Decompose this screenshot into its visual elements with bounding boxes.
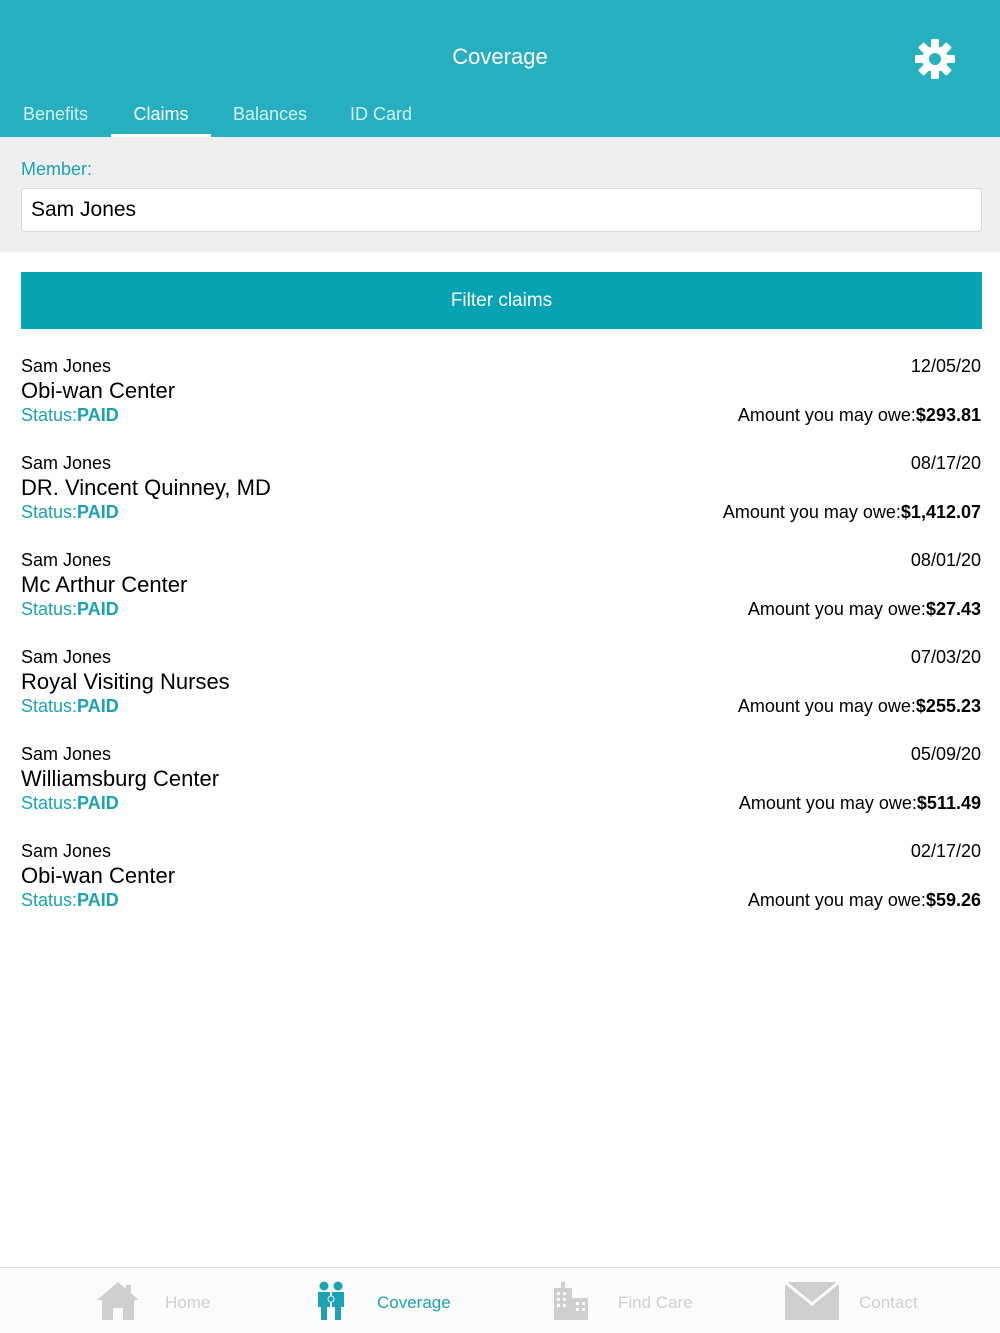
tab-balances[interactable]: Balances [232, 104, 308, 124]
claim-status: Status:PAID [21, 890, 119, 910]
nav-find-care-label: Find Care [618, 1293, 693, 1312]
page-title: Coverage [452, 44, 548, 69]
tab-claims[interactable]: Claims [111, 92, 211, 137]
claim-amount-owed: Amount you may owe:$59.26 [747, 890, 981, 910]
nav-contact[interactable] [784, 1268, 944, 1333]
claim-status: Status:PAID [21, 696, 119, 716]
claim-member: Sam Jones [21, 744, 112, 764]
claim-provider: Royal Visiting Nurses [21, 669, 230, 694]
claim-provider: Obi-wan Center [21, 378, 176, 403]
nav-home[interactable] [95, 1268, 235, 1333]
claim-row[interactable] [0, 352, 1000, 449]
claim-provider: DR. Vincent Quinney, MD [21, 475, 271, 500]
nav-home-label: Home [165, 1293, 211, 1312]
claim-amount-owed: Amount you may owe:$1,412.07 [722, 502, 981, 522]
claim-date: 05/09/20 [910, 744, 981, 764]
claim-member: Sam Jones [21, 550, 112, 570]
claim-member: Sam Jones [21, 841, 112, 861]
top-header [0, 0, 1000, 137]
claim-amount-owed: Amount you may owe:$511.49 [738, 793, 981, 813]
claim-amount-owed: Amount you may owe:$293.81 [737, 405, 981, 425]
claim-member: Sam Jones [21, 647, 112, 667]
claim-status: Status:PAID [21, 502, 119, 522]
claim-date: 08/17/20 [910, 453, 981, 473]
claim-provider: Williamsburg Center [21, 766, 220, 791]
claim-status: Status:PAID [21, 599, 119, 619]
claim-status: Status:PAID [21, 793, 119, 813]
claim-status: Status:PAID [21, 405, 119, 425]
member-panel [0, 137, 1000, 252]
claim-row[interactable] [0, 643, 1000, 740]
member-label: Member: [21, 159, 93, 179]
tab-benefits[interactable]: Benefits [22, 104, 89, 124]
claim-date: 02/17/20 [910, 841, 981, 861]
home-icon [95, 1280, 141, 1322]
claim-amount-owed: Amount you may owe:$255.23 [737, 696, 981, 716]
claim-row[interactable] [0, 449, 1000, 546]
nav-contact-label: Contact [859, 1293, 918, 1312]
claim-row[interactable] [0, 546, 1000, 643]
member-select[interactable]: Sam Jones [21, 188, 982, 232]
claim-provider: Mc Arthur Center [21, 572, 188, 597]
claim-date: 08/01/20 [910, 550, 981, 570]
claim-row[interactable] [0, 740, 1000, 837]
nav-coverage[interactable] [312, 1268, 472, 1333]
claims-list [0, 352, 1000, 934]
tab-id-card[interactable]: ID Card [349, 104, 412, 124]
nav-find-care[interactable] [550, 1268, 710, 1333]
claim-date: 07/03/20 [910, 647, 981, 667]
coverage-tabs [0, 92, 1000, 137]
gear-icon[interactable] [913, 37, 957, 81]
claim-member: Sam Jones [21, 356, 112, 376]
filter-claims-button[interactable]: Filter claims [21, 272, 982, 329]
envelope-icon [784, 1280, 840, 1322]
family-icon [314, 1280, 348, 1322]
building-icon [550, 1280, 590, 1322]
claim-date: 12/05/20 [910, 356, 981, 376]
claim-member: Sam Jones [21, 453, 112, 473]
nav-coverage-label: Coverage [377, 1293, 451, 1312]
bottom-nav [0, 1267, 1000, 1333]
claim-provider: Obi-wan Center [21, 863, 176, 888]
claim-row[interactable] [0, 837, 1000, 934]
claim-amount-owed: Amount you may owe:$27.43 [747, 599, 981, 619]
